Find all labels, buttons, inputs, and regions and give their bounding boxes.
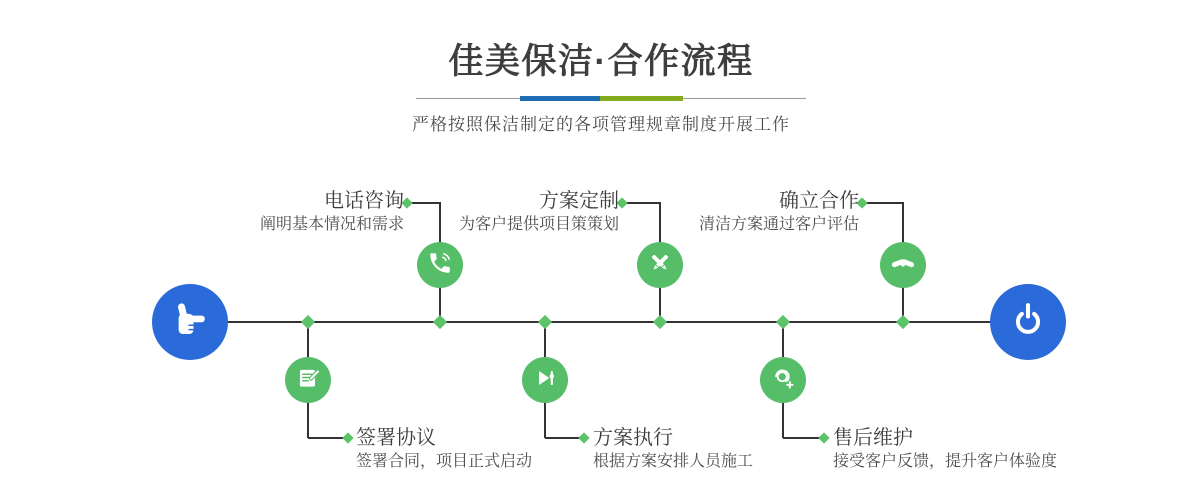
step-title: 方案执行 <box>593 427 673 449</box>
label-diamond <box>578 432 589 443</box>
step-desc: 为客户提供项目策策划 <box>458 216 619 233</box>
step-circle-sign <box>285 357 331 403</box>
step-circle-execute <box>522 357 568 403</box>
power-icon <box>1007 299 1049 346</box>
step-title: 售后维护 <box>833 427 913 449</box>
timeline-node-diamond <box>896 315 910 329</box>
end-endpoint <box>990 284 1066 360</box>
step-circle-cooperate <box>880 242 926 288</box>
step-title: 确立合作 <box>779 190 859 212</box>
step-circle-plan <box>637 242 683 288</box>
divider-blue-segment <box>520 96 600 101</box>
step-label-plan <box>459 190 619 235</box>
crossed-pencils-icon <box>647 250 673 281</box>
step-label-execute <box>593 427 753 472</box>
pointing-hand-icon <box>169 299 211 346</box>
connector-cooperate-horizontal <box>862 202 903 204</box>
step-title: 电话咨询 <box>324 190 404 212</box>
label-diamond <box>342 432 353 443</box>
timeline-node-diamond <box>653 315 667 329</box>
label-diamond <box>818 432 829 443</box>
document-pen-icon <box>295 365 321 396</box>
step-circle-aftersale <box>760 357 806 403</box>
timeline-node-diamond <box>301 315 315 329</box>
timeline-node-diamond <box>538 315 552 329</box>
title-divider <box>406 96 806 102</box>
step-label-phone <box>260 190 404 235</box>
step-circle-phone <box>417 242 463 288</box>
step-label-sign <box>356 427 532 472</box>
step-desc: 接受客户反馈，提升客户体验度 <box>833 453 1058 470</box>
headset-plus-icon <box>770 365 796 396</box>
step-label-cooperate <box>699 190 859 235</box>
step-title: 签署协议 <box>356 427 436 449</box>
step-desc: 根据方案安排人员施工 <box>593 453 754 470</box>
step-label-aftersale <box>833 427 1057 472</box>
phone-icon <box>427 250 453 281</box>
handshake-icon <box>890 250 916 281</box>
timeline-node-diamond <box>433 315 447 329</box>
step-desc: 签署合同，项目正式启动 <box>356 453 533 470</box>
page-title: 佳美保洁·合作流程 <box>448 42 754 81</box>
start-endpoint <box>152 284 228 360</box>
step-desc: 阐明基本情况和需求 <box>259 216 404 233</box>
step-desc: 清洁方案通过客户评估 <box>698 216 859 233</box>
divider-green-segment <box>600 96 683 101</box>
step-title: 方案定制 <box>539 190 619 212</box>
timeline-node-diamond <box>776 315 790 329</box>
play-execute-icon <box>532 365 558 396</box>
page-subtitle: 严格按照保洁制定的各项管理规章制度开展工作 <box>412 115 790 134</box>
